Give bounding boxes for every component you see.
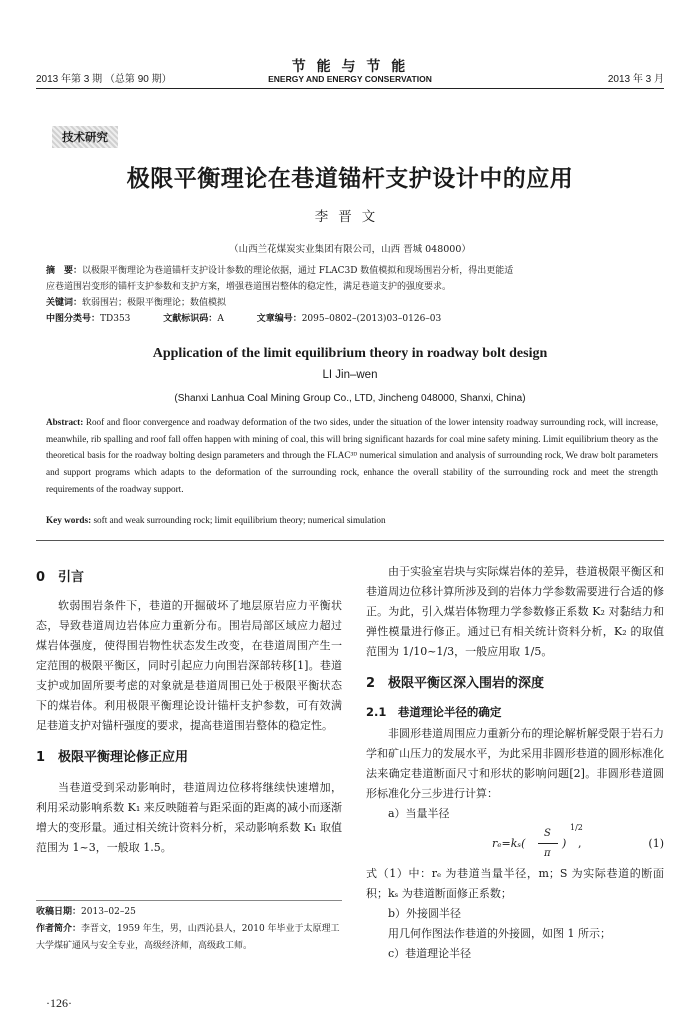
doc-code-label: 文献标识码： bbox=[163, 314, 218, 324]
item-b: b）外接圆半径 bbox=[388, 907, 462, 920]
right-paragraph-2: 非圆形巷道周围应力重新分布的理论解析解受限于岩石力学和矿山压力的发展水平，为此采用非圆形巷道的圆形标准化法来确定巷道断面尺寸和形状的影响问题[2]。非圆形巷道圆形标准化分三步进行计算： bbox=[366, 727, 664, 800]
received-label: 收稿日期： bbox=[36, 907, 82, 917]
item-a: a）当量半径 bbox=[388, 807, 450, 820]
article-no: 2095–0802–(2013)03–0126–03 bbox=[301, 314, 442, 324]
abstract-rule bbox=[36, 540, 664, 541]
section-2-1-title: 2.1 巷道理论半径的确定 bbox=[366, 705, 502, 719]
journal-title-cn: 节 能 与 节 能 bbox=[291, 59, 409, 75]
right-paragraph-4: 用几何作图法作巷道的外接圆，如图 1 所示； bbox=[388, 927, 611, 940]
left-column bbox=[36, 562, 342, 858]
section-1-paragraph: 当巷道受到采动影响时，巷道周边位移将继续快速增加，利用采动影响系数 K₁ 来反映随着与距采面的距离的减小而逐渐增大的变形量。通过相关统计资料分析，采动影响系数 K₁ 取值范围为 1~3，一般取 1.5。 bbox=[36, 781, 342, 854]
right-paragraph-3: 式（1）中：rₑ 为巷道当量半径，m；S 为实际巷道的断面积；kₛ 为巷道断面修正系数； bbox=[366, 867, 664, 900]
affiliation-en: (Shanxi Lanhua Coal Mining Group Co., LTD, Jincheng 048000, Shanxi, China) bbox=[174, 393, 526, 404]
paper-title-cn: 极限平衡理论在巷道锚杆支护设计中的应用 bbox=[126, 166, 574, 192]
abstract-en-text: Roof and floor convergence and roadway deformation of the two sides, under the situation of the lower intensity roadway surrounding rock, will increase, meanwhile, rib spalling and roof fall offen happen with mining of coal, this will bring significant hazards for coal mine safety mining. Limit equilibrium theory as the theoretical basis for the roadway bolting design parameters and through the FLAC³ᴰ numerical simulation and analysis of surrounding rock, We draw bolt parameters and support programs which adapts to the deformation of the surrounding rock, enhance the overall stability of the surrounding rock and meet the strength requirements of the roadway support. bbox=[46, 417, 658, 494]
equation-close-paren: ) bbox=[562, 837, 567, 850]
keywords-cn-label: 关键词： bbox=[46, 298, 83, 308]
equation-lhs: rₑ=kₛ( bbox=[492, 837, 526, 850]
equation-denominator: π bbox=[544, 848, 551, 859]
author-en: LI Jin–wen bbox=[322, 369, 378, 381]
footnote-rule bbox=[36, 900, 342, 901]
page-number: ·126· bbox=[46, 996, 72, 1010]
section-2-title: 2 极限平衡区深入围岩的深度 bbox=[366, 676, 545, 691]
header-issue: 2013 年第 3 期 （总第 90 期） bbox=[36, 74, 172, 85]
footnote bbox=[36, 904, 342, 955]
abstract-cn-line2: 应巷道围岩变形的锚杆支护参数和支护方案，增强巷道围岩整体的稳定性，满足巷道支护的强度要求。 bbox=[46, 282, 452, 292]
affiliation-cn: （山西兰花煤炭实业集团有限公司，山西 晋城 048000） bbox=[229, 244, 471, 255]
keywords-en bbox=[46, 515, 386, 525]
abstract-cn-line1: 以极限平衡理论为巷道锚杆支护设计参数的理论依据，通过 FLAC3D 数值模拟和现场围岩分析，得出更能适 bbox=[82, 266, 514, 276]
bio-label: 作者简介： bbox=[36, 924, 82, 934]
received-date: 2013–02–25 bbox=[81, 907, 136, 917]
keywords-en-text: soft and weak surrounding rock; limit equilibrium theory; numerical simulation bbox=[93, 515, 386, 525]
header-rule bbox=[36, 88, 664, 89]
clc-label: 中图分类号： bbox=[46, 314, 101, 324]
author-cn: 李晋文 bbox=[314, 209, 386, 225]
section-tag: 技术研究 bbox=[52, 126, 118, 148]
equation-1: rₑ=kₛ( S π ) 1/2 , (1) bbox=[366, 824, 664, 864]
equation-exponent: 1/2 bbox=[570, 823, 583, 832]
keywords-en-label: Key words: bbox=[46, 515, 92, 525]
section-1-title: 1 极限平衡理论修正应用 bbox=[36, 750, 189, 765]
abstract-cn-label: 摘 要： bbox=[46, 266, 83, 276]
equation-numerator: S bbox=[544, 828, 551, 839]
doc-code: A bbox=[217, 314, 224, 324]
abstract-en-label: Abstract: bbox=[46, 417, 84, 427]
abstract-cn bbox=[46, 263, 658, 327]
right-paragraph-1: 由于实验室岩块与实际煤岩体的差异，巷道极限平衡区和巷道周边位移计算所涉及到的岩体力学参数需要进行合适的修正。为此，引入煤岩体物理力学参数修正系数 K₂ 对黏结力和弹性模量进行修正。通过已有相关统计资料分析，K₂ 的取值范围为 1/10~1/3，一般应用取 1/5。 bbox=[366, 565, 664, 658]
section-0-title: 0 引言 bbox=[36, 570, 85, 585]
section-0-paragraph: 软弱围岩条件下，巷道的开掘破坏了地层原岩应力平衡状态，导致巷道周边岩体应力重新分布。围岩局部区域应力超过煤岩体强度，使得围岩物性状态发生改变，在巷道周围产生一定范围的极限平衡区，同时引起应力向围岩深部转移[1]。巷道支护或加固所要考虑的对象就是巷道周围已处于极限平衡状态下的煤岩体。利用极限平衡理论设计锚杆支护参数，可有效满足巷道支护对锚杆强度的要求，提高巷道围岩整体的稳定性。 bbox=[36, 599, 342, 732]
clc-code: TD353 bbox=[100, 314, 131, 324]
journal-title-en: ENERGY AND ENERGY CONSERVATION bbox=[268, 74, 432, 84]
item-c: c）巷道理论半径 bbox=[388, 947, 472, 960]
paper-title-en: Application of the limit equilibrium theory in roadway bolt design bbox=[152, 346, 548, 361]
article-no-label: 文章编号： bbox=[256, 314, 302, 324]
header-date: 2013 年 3 月 bbox=[607, 74, 664, 85]
keywords-cn: 软弱围岩；极限平衡理论；数值模拟 bbox=[82, 298, 227, 308]
right-column bbox=[366, 562, 664, 964]
abstract-en bbox=[46, 414, 658, 498]
author-bio: 李晋文，1959 年生，男，山西沁县人，2010 年毕业于太原理工大学煤矿通风与安全专业，高级经济师，高级政工师。 bbox=[36, 924, 340, 951]
equation-number: (1) bbox=[648, 837, 664, 850]
